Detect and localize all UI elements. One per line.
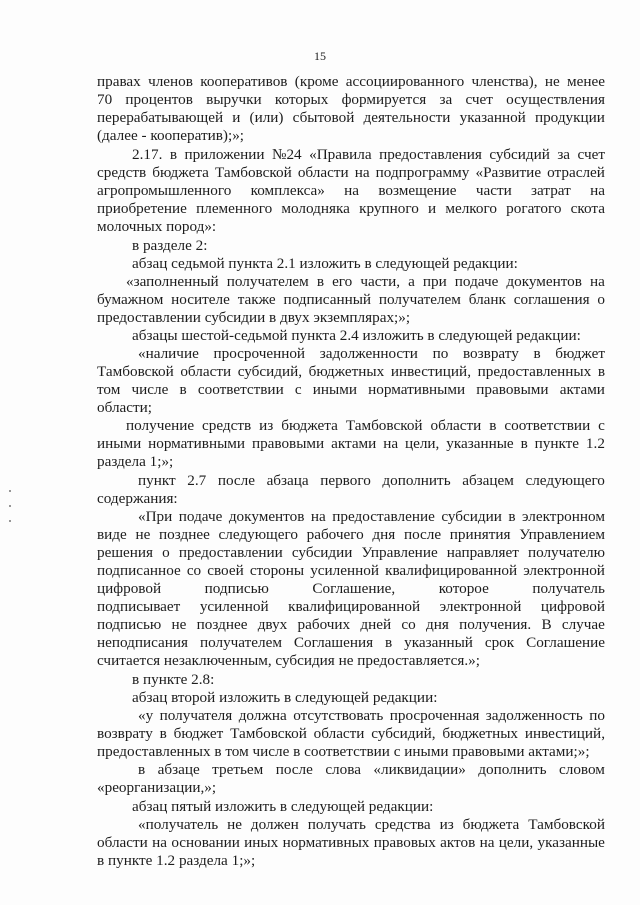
word: том xyxy=(97,381,121,398)
word: средства xyxy=(374,816,431,833)
word: осуществления xyxy=(506,91,605,108)
word: в xyxy=(597,363,605,380)
word: слова xyxy=(325,761,361,778)
word: (или) xyxy=(249,109,284,126)
word: двух xyxy=(257,616,288,633)
word: в xyxy=(520,435,528,452)
text-line xyxy=(97,834,605,852)
word: просроченная xyxy=(389,707,480,724)
word: получателем xyxy=(378,291,461,308)
word: получения. xyxy=(459,616,532,633)
word: Управление xyxy=(361,544,438,561)
word: субсидии xyxy=(291,544,353,561)
word: кооперативов xyxy=(200,73,288,90)
word: бюджета xyxy=(152,164,209,181)
word: в xyxy=(159,725,167,742)
word: подписывает xyxy=(97,598,181,615)
text-line xyxy=(97,291,605,309)
word: 2.7 xyxy=(187,472,207,489)
word: электронной xyxy=(523,562,605,579)
text-line xyxy=(126,417,605,435)
word: по xyxy=(432,345,449,362)
word: первого xyxy=(320,472,371,489)
word: подписанное xyxy=(97,562,181,579)
text-line: считается незаключенным, субсидия не предоставляется.»; xyxy=(97,652,480,669)
word: документов xyxy=(506,273,582,290)
word: части xyxy=(475,182,512,199)
word: с xyxy=(598,417,605,434)
word: деятельности xyxy=(363,109,451,126)
word: субсидии xyxy=(441,508,502,525)
word: получателя xyxy=(159,707,233,724)
word: бюджет xyxy=(173,725,224,742)
word: бюджетных xyxy=(308,363,385,380)
word: пункт xyxy=(138,472,176,489)
word: инвестиций, xyxy=(390,363,471,380)
word: на xyxy=(590,182,605,199)
word: основании xyxy=(171,834,240,851)
word: позднее xyxy=(159,526,210,543)
word: его xyxy=(332,273,353,290)
word: и xyxy=(428,200,437,217)
word: после xyxy=(275,761,313,778)
word: Управлением xyxy=(519,526,605,543)
word: получателю xyxy=(527,544,605,561)
word: в xyxy=(179,381,187,398)
word: скота xyxy=(570,200,605,217)
word: отраслей xyxy=(547,164,605,181)
word: средств xyxy=(97,164,147,181)
text-line: предоставленных в том числе в соответствии с иными правовыми актами;»; xyxy=(97,743,590,760)
word: Тамбовской xyxy=(528,816,605,833)
word: усиленной xyxy=(310,562,379,579)
word: на xyxy=(152,834,167,851)
word: «ликвидации» xyxy=(373,761,466,778)
word: должен xyxy=(250,816,299,833)
word: в xyxy=(533,345,541,362)
word: со xyxy=(186,562,202,579)
word: приложении xyxy=(184,146,265,163)
word: которых xyxy=(274,91,329,108)
word: иными xyxy=(97,435,142,452)
text-line: предоставлении субсидии в двух экземплярах;»; xyxy=(97,309,411,326)
word: которое xyxy=(438,580,489,597)
word: цели, xyxy=(404,435,440,452)
word: после xyxy=(217,472,255,489)
page-number: 15 xyxy=(314,49,326,63)
word: выручки xyxy=(206,91,262,108)
word: предоставление xyxy=(332,508,435,525)
word: «Правила xyxy=(309,146,372,163)
word: предоставления xyxy=(379,146,482,163)
word: электронном xyxy=(522,508,605,525)
text-line xyxy=(97,634,605,652)
word: возврату xyxy=(97,725,153,742)
word: числе xyxy=(131,381,169,398)
word: Соглашение xyxy=(526,634,605,651)
word: квалифицированной xyxy=(288,598,421,615)
text-line xyxy=(132,146,605,164)
word: не xyxy=(135,526,151,543)
word: задолженность xyxy=(485,707,583,724)
text-line xyxy=(97,73,605,91)
word: цифровой xyxy=(97,580,162,597)
word: носителе xyxy=(171,291,230,308)
word: правовых xyxy=(373,834,436,851)
word: правовыми xyxy=(476,381,549,398)
word: бюджетных xyxy=(442,725,519,742)
word: позднее xyxy=(196,616,248,633)
text-line: (далее - кооператив);»; xyxy=(97,127,245,144)
text-line: в разделе 2: xyxy=(132,237,208,254)
word: решения xyxy=(97,544,154,561)
word: нормативными xyxy=(148,435,246,452)
word: квалифицированной xyxy=(385,562,518,579)
word: бумажном xyxy=(97,291,164,308)
word: при xyxy=(422,273,447,290)
text-line xyxy=(138,472,605,490)
text-line xyxy=(97,725,605,743)
word: получателем xyxy=(226,273,309,290)
word: просроченной xyxy=(213,345,306,362)
word: членов xyxy=(148,73,193,90)
word: «заполненный xyxy=(126,273,219,290)
word: 70 xyxy=(97,91,113,108)
word: получать xyxy=(307,816,366,833)
text-line: области; xyxy=(97,399,152,416)
word: подписанный xyxy=(283,291,372,308)
text-line: абзацы шестой-седьмой пункта 2.4 изложить в следующей редакции: xyxy=(132,327,581,344)
text-line: в пункте 1.2 раздела 1;»; xyxy=(97,852,256,869)
word: усиленной xyxy=(199,598,269,615)
text-line xyxy=(97,526,605,544)
scan-artifact xyxy=(9,505,11,507)
word: дней xyxy=(360,616,392,633)
word: о xyxy=(597,291,605,308)
word: области xyxy=(313,725,365,742)
word: в xyxy=(508,508,516,525)
word: приобретение xyxy=(97,200,187,217)
word: области xyxy=(180,363,232,380)
word: должна xyxy=(238,707,287,724)
text-line: содержания: xyxy=(97,490,178,507)
word: счет xyxy=(465,91,493,108)
word: агропромышленного xyxy=(97,182,232,199)
text-line xyxy=(97,200,605,218)
word: а xyxy=(408,273,415,290)
word: племенного xyxy=(196,200,273,217)
word: «Развитие xyxy=(475,164,542,181)
word: актами xyxy=(331,435,377,452)
word: случае xyxy=(561,616,605,633)
word: иных xyxy=(244,834,279,851)
word: субсидий xyxy=(489,146,550,163)
word: Тамбовской xyxy=(345,417,423,434)
word: «наличие xyxy=(138,345,199,362)
word: указанные xyxy=(537,834,605,851)
word: дня xyxy=(425,616,449,633)
word: части, xyxy=(360,273,400,290)
word: в xyxy=(316,273,324,290)
word: Соглашения xyxy=(293,634,374,651)
word: своей xyxy=(207,562,244,579)
word: подписью xyxy=(204,580,269,597)
word: «При xyxy=(138,508,173,525)
text-line xyxy=(97,91,605,109)
word: актами xyxy=(559,381,605,398)
word: неподписания xyxy=(97,634,189,651)
text-line: в пункте 2.8: xyxy=(132,671,215,688)
word: области xyxy=(430,417,482,434)
word: по xyxy=(589,707,605,724)
text-line: абзац седьмой пункта 2.1 изложить в следующей редакции: xyxy=(132,255,518,272)
word: 2.17. xyxy=(132,146,163,163)
word: дополнить xyxy=(382,472,451,489)
word: подаче xyxy=(178,508,223,525)
text-line xyxy=(97,363,605,381)
word: третьем xyxy=(212,761,264,778)
word: абзацем xyxy=(462,472,514,489)
word: документов xyxy=(228,508,305,525)
word: отсутствовать xyxy=(293,707,384,724)
word: инвестиций, xyxy=(524,725,605,742)
word: подписью xyxy=(97,616,162,633)
word: направляет xyxy=(446,544,519,561)
text-line xyxy=(97,381,605,399)
word: бюджета xyxy=(281,417,338,434)
word: перерабатывающей xyxy=(97,109,224,126)
word: Соглашение, xyxy=(312,580,396,597)
word: указанной xyxy=(459,109,526,126)
word: счет xyxy=(577,146,605,163)
word: рабочих xyxy=(297,616,351,633)
word: в xyxy=(385,634,393,651)
text-line xyxy=(138,508,605,526)
text-line xyxy=(97,544,605,562)
text-line xyxy=(138,816,605,834)
word: «у xyxy=(138,707,154,724)
text-line xyxy=(97,182,605,200)
word: не xyxy=(544,73,560,90)
text-line xyxy=(97,580,605,598)
word: бюджета xyxy=(462,816,520,833)
word: за xyxy=(439,91,453,108)
word: виде xyxy=(97,526,127,543)
word: Тамбовской xyxy=(97,363,174,380)
word: предоставлении xyxy=(178,544,283,561)
word: иными xyxy=(312,381,357,398)
word: и xyxy=(232,109,241,126)
word: комплекса» xyxy=(250,182,325,199)
word: затрат xyxy=(531,182,571,199)
word: за xyxy=(557,146,571,163)
text-line: «реорганизации,»; xyxy=(97,779,217,796)
word: в xyxy=(138,761,146,778)
word: области xyxy=(97,834,148,851)
scan-artifact xyxy=(9,520,11,522)
word: указанные xyxy=(446,435,514,452)
text-line xyxy=(97,616,605,634)
word: задолженности xyxy=(319,345,418,362)
word: указанный xyxy=(404,634,473,651)
word: бланк xyxy=(468,291,506,308)
word: с xyxy=(294,381,302,398)
word: №24 xyxy=(271,146,302,163)
word: формируется xyxy=(341,91,427,108)
word: из xyxy=(439,816,454,833)
word: актов xyxy=(440,834,476,851)
word: абзаца xyxy=(266,472,309,489)
text-line: раздела 1;»; xyxy=(97,453,174,470)
word: соглашения xyxy=(513,291,590,308)
word: дня xyxy=(372,526,396,543)
word: на xyxy=(479,834,495,851)
word: принятия xyxy=(449,526,511,543)
word: дополнить xyxy=(478,761,547,778)
word: в xyxy=(169,146,177,163)
word: соответствии xyxy=(504,417,591,434)
text-line xyxy=(138,761,605,779)
word: менее xyxy=(567,73,605,90)
word: нормативных xyxy=(282,834,370,851)
word: средств xyxy=(202,417,252,434)
word: правах xyxy=(97,73,141,90)
text-line: молочных пород»: xyxy=(97,218,217,235)
word: членства), xyxy=(471,73,538,90)
word: «получатель xyxy=(138,816,219,833)
word: следующего xyxy=(218,526,298,543)
word: бюджет xyxy=(555,345,605,362)
word: подаче xyxy=(454,273,499,290)
word: продукции xyxy=(534,109,605,126)
word: Тамбовской xyxy=(214,164,292,181)
word: со xyxy=(401,616,416,633)
scan-artifact xyxy=(9,490,11,492)
word: сбытовой xyxy=(292,109,355,126)
word: возврату xyxy=(462,345,519,362)
word: рогатого xyxy=(506,200,562,217)
word: о xyxy=(162,544,170,561)
word: на xyxy=(344,182,360,199)
word: получателем xyxy=(199,634,282,651)
word: срок xyxy=(484,634,515,651)
word: не xyxy=(171,616,187,633)
word: следующего xyxy=(525,472,605,489)
text-line: абзац пятый изложить в следующей редакции: xyxy=(132,798,434,815)
word: на xyxy=(590,273,605,290)
word: правовыми xyxy=(251,435,325,452)
word: из xyxy=(259,417,274,434)
word: мелкого xyxy=(445,200,497,217)
word: также xyxy=(237,291,276,308)
word: субсидий, xyxy=(237,363,303,380)
text-line xyxy=(97,164,605,182)
word: цифровой xyxy=(540,598,605,615)
word: рабочего xyxy=(306,526,364,543)
word: молодняка xyxy=(281,200,350,217)
word: цели, xyxy=(498,834,534,851)
word: субсидий, xyxy=(371,725,436,742)
word: В xyxy=(541,616,552,633)
word: подпрограмму xyxy=(375,164,470,181)
word: в xyxy=(489,417,497,434)
word: получатель xyxy=(532,580,605,597)
word: пункте xyxy=(534,435,580,452)
word: словом xyxy=(559,761,605,778)
word: крупного xyxy=(359,200,419,217)
text-line xyxy=(138,707,605,725)
word: ассоциированного xyxy=(345,73,465,90)
word: (кроме xyxy=(294,73,339,90)
text-line xyxy=(138,345,605,363)
word: 1.2 xyxy=(585,435,605,452)
word: электронной xyxy=(439,598,522,615)
word: соответствии xyxy=(197,381,284,398)
text-line xyxy=(126,273,605,291)
text-line xyxy=(97,598,605,616)
text-line xyxy=(97,435,605,453)
word: не xyxy=(227,816,242,833)
word: области xyxy=(297,164,349,181)
word: на xyxy=(383,435,399,452)
word: после xyxy=(403,526,442,543)
word: стороны xyxy=(249,562,305,579)
word: Тамбовской xyxy=(230,725,307,742)
word: абзаце xyxy=(157,761,200,778)
word: на xyxy=(354,164,370,181)
text-line xyxy=(97,562,605,580)
text-line xyxy=(97,109,605,127)
word: нормативными xyxy=(368,381,466,398)
word: возмещение xyxy=(378,182,457,199)
text-line: абзац второй изложить в следующей редакции: xyxy=(132,689,438,706)
word: предоставленных xyxy=(477,363,592,380)
word: процентов xyxy=(125,91,193,108)
word: получение xyxy=(126,417,195,434)
word: на xyxy=(310,508,326,525)
